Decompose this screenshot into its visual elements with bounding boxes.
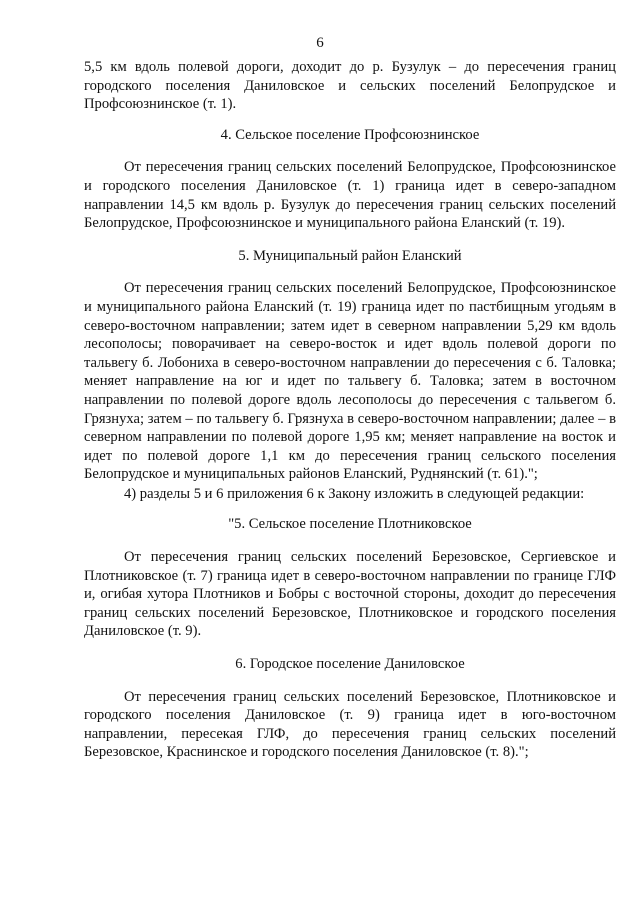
paragraph-danilovskoe: От пересечения границ сельских поселений Березовское, Плотниковское и городского поселения Даниловское (т. 9) граница идет в юго-восточном направлении, пересекая ГЛФ, до пересечения границ сельских поселений Березовское, Краснинское и городского поселения Даниловское (т. 8)."; xyxy=(84,688,616,761)
paragraph-amendment: 4) разделы 5 и 6 приложения 6 к Закону изложить в следующей редакции: xyxy=(124,485,585,502)
paragraph-continuation: 5,5 км вдоль полевой дороги, доходит до р. Бузулук – до пересечения границ городского поселения Даниловское и сельских поселений Белопрудское и Профсоюзнинское (т. 1). xyxy=(84,59,616,113)
section-heading-plotnikovskoe: "5. Сельское поселение Плотниковское xyxy=(228,516,472,533)
section-heading-profsoyuzninskoe: 4. Сельское поселение Профсоюзнинское xyxy=(220,126,480,143)
section-heading-danilovskoe: 6. Городское поселение Даниловское xyxy=(235,656,465,673)
document-body xyxy=(84,58,616,762)
section-heading-elansky: 5. Муниципальный район Еланский xyxy=(238,247,462,264)
page-number: 6 xyxy=(316,35,324,51)
paragraph-plotnikovskoe: От пересечения границ сельских поселений Березовское, Сергиевское и Плотниковское (т. 7) граница идет в северо-восточном направлении по границе ГЛФ и, огибая хутора Плотников и Бобры с восточной стороны, доходит до пересечения границ сельских поселений Березовское, Плотниковское и городского поселения Даниловское (т. 9). xyxy=(84,549,616,640)
paragraph-elansky: От пересечения границ сельских поселений Белопрудское, Профсоюзнинское и муниципального района Еланский (т. 19) граница идет по пастбищным угодьям в северо-восточном направлении; затем идет в северном направлении 5,29 км вдоль лесополосы; поворачивает на северо-восток и идет вдоль полевой дороги по тальвегу б. Лобониха в северо-восточном направлении до пересечения с б. Таловка; меняет направление на юг и идет по тальвегу б. Таловка; затем в восточном направлении по полевой дороге вдоль лесополосы до пересечения с тальвегом б. Грязнуха; затем – по тальвегу б. Грязнуха в северо-восточном направлении; далее – в северном направлении по полевой дороге 1,95 км; меняет направление на восток и идет по полевой дороге 1,1 км до пересечения границ сельского поселения Белопрудское и муниципальных районов Еланский, Руднянский (т. 61)."; xyxy=(84,280,616,483)
paragraph-profsoyuzninskoe: От пересечения границ сельских поселений Белопрудское, Профсоюзнинское и городского поселения Даниловское (т. 1) граница идет в северо-западном направлении 14,5 км вдоль р. Бузулук до пересечения границ сельских поселений Белопрудское, Профсоюзнинское и муниципального района Еланский (т. 19). xyxy=(84,159,616,232)
